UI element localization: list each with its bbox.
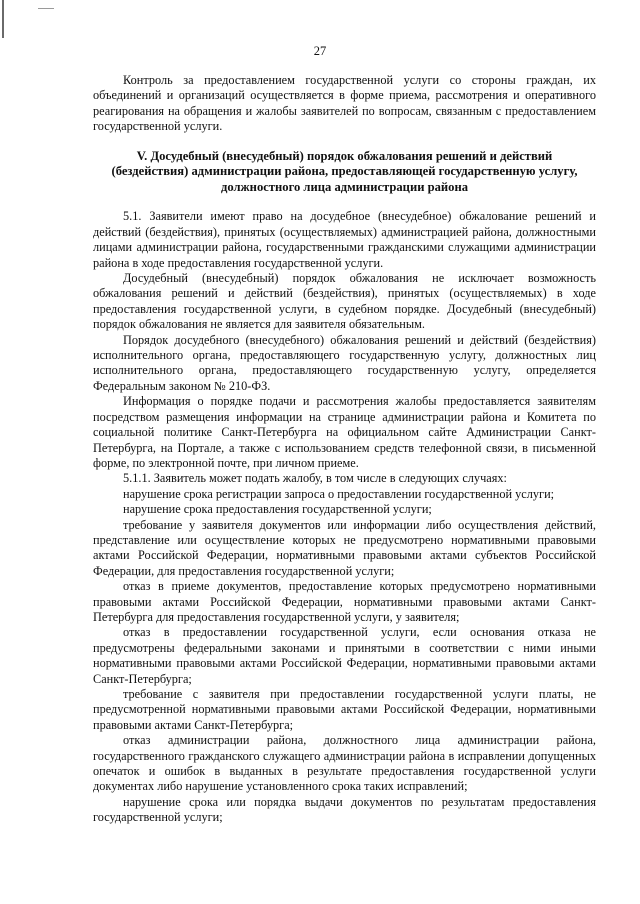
case-item: отказ в предоставлении государственной услуги, если основания отказа не предусмотрены федеральными законами и принятыми в соответствии с ними иными нормативными правовыми актами Российской Федерации, нормативными правовыми актами Санкт-Петербурга;	[93, 625, 596, 686]
section-heading	[93, 149, 596, 196]
case-item: требование с заявителя при предоставлении государственной услуги платы, не предусмотренной нормативными правовыми актами Российской Федерации, нормативными правовыми актами Санкт-Петербурга;	[93, 687, 596, 732]
case-item: нарушение срока регистрации запроса о предоставлении государственной услуги;	[123, 486, 555, 501]
section-heading-line: (бездействия) администрации района, предоставляющей государственную услугу,	[111, 164, 578, 179]
intro-paragraph: Контроль за предоставлением государственной услуги со стороны граждан, их объединений и организаций осуществляется в форме приема, рассмотрения и оперативного реагирования на обращения и жалобы заявителей по вопросам, связанным с предоставлением государственной услуги.	[93, 73, 596, 134]
scan-edge-mark	[2, 0, 4, 38]
paragraph-procedure: Порядок досудебного (внесудебного) обжалования решений и действий (бездействия) исполнительного органа, предоставляющего государственную услугу, должностных лиц исполнительного органа, предоставляющего государственную услугу, определяется Федеральным законом № 210-ФЗ.	[93, 332, 596, 393]
paragraph-5-1-1: 5.1.1. Заявитель может подать жалобу, в том числе в следующих случаях:	[123, 471, 507, 486]
paragraph-5-1: 5.1. Заявители имеют право на досудебное (внесудебное) обжалование решений и действий (бездействия), принятых (осуществляемых) администрацией района, должностными лицами администрации района, государственными гражданскими служащими администрации района в ходе предоставления государственной услуги.	[93, 209, 596, 270]
paragraph-pretrial-optional: Досудебный (внесудебный) порядок обжалования не исключает возможность обжалования решений и действий (бездействия), принятых (осуществляемых) в ходе предоставления государственной услуги, в судебном порядке. Досудебный (внесудебный) порядок обжалования не является для заявителя обязательным.	[93, 271, 596, 332]
paragraph-information: Информация о порядке подачи и рассмотрения жалобы предоставляется заявителям посредством размещения информации на странице администрации района и Комитета по социальной политике Санкт-Петербурга на официальном сайте Администрации Санкт-Петербурга, на Портале, а также с использованием средств телефонной связи, в письменной форме, по электронной почте, при личном приеме.	[93, 394, 596, 470]
scan-dash-mark	[38, 8, 54, 9]
case-item: нарушение срока предоставления государственной услуги;	[123, 502, 432, 517]
case-item: требование у заявителя документов или информации либо осуществления действий, представление или осуществление которых не предусмотрено нормативными правовыми актами Российской Федерации, нормативными правовыми актами субъектов Российской Федерации, для предоставления государственной услуги;	[93, 517, 596, 578]
case-item: отказ в приеме документов, предоставление которых предусмотрено нормативными правовыми актами Российской Федерации, нормативными правовыми актами Санкт-Петербурга для предоставления государственной услуги, у заявителя;	[93, 579, 596, 624]
page-number: 27	[313, 44, 327, 58]
case-item: отказ администрации района, должностного лица администрации района, государственного гражданского служащего администрации района в исправлении допущенных опечаток и ошибок в выданных в результате предоставления государственной услуги документах либо нарушение установленного срока таких исправлений;	[93, 733, 596, 794]
section-heading-line: должностного лица администрации района	[220, 179, 469, 194]
section-heading-line: V. Досудебный (внесудебный) порядок обжалования решений и действий	[136, 148, 553, 163]
case-item: нарушение срока или порядка выдачи документов по результатам предоставления государственной услуги;	[93, 794, 596, 825]
document-body	[93, 73, 596, 826]
